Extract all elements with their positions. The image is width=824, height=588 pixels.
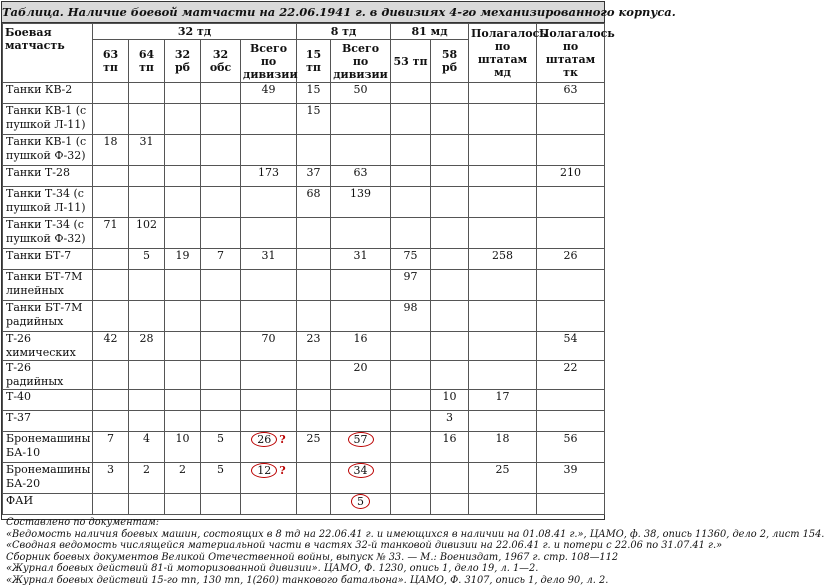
table-cell: 17 — [469, 390, 537, 411]
table-row — [3, 249, 605, 270]
table-cell — [241, 270, 297, 301]
table-cell: 15 — [297, 104, 331, 135]
table-cell — [297, 218, 331, 249]
table-cell — [201, 83, 241, 104]
table-cell — [241, 494, 297, 515]
sources-notes — [2, 515, 824, 588]
header-58rb: 58 рб — [431, 40, 469, 83]
note-4: «Журнал боевых действий 81-й моторизованной дивизии». ЦАМО, Ф. 1230, опись 1, дело 19, л. 1—2. — [6, 563, 539, 574]
note-3: Сборник боевых документов Великой Отечественной войны, выпуск № 33. — М.: Воениздат, 1967 г. стр. 108—112 — [6, 551, 619, 563]
table-cell — [201, 361, 241, 390]
table-cell: 16 — [331, 332, 391, 361]
header-total-32td: Всего по дивизии — [241, 40, 297, 83]
table-cell: 18 — [93, 135, 129, 166]
notes-lead: Составлено по документам: — [6, 517, 160, 528]
header-32obs: 32 обс — [201, 40, 241, 83]
table-cell — [469, 361, 537, 390]
row-label: Танки БТ-7М радийных — [3, 301, 93, 332]
table-cell: 39 — [537, 463, 605, 494]
table-row — [3, 166, 605, 187]
table-cell — [431, 270, 469, 301]
table-row — [3, 104, 605, 135]
table-cell: 37 — [297, 166, 331, 187]
table-cell — [241, 135, 297, 166]
table-cell — [201, 332, 241, 361]
table-cell — [391, 135, 431, 166]
table-cell — [431, 301, 469, 332]
table-cell: 7 — [93, 432, 129, 463]
table-cell — [93, 83, 129, 104]
table-cell: 23 — [297, 332, 331, 361]
table-cell — [391, 463, 431, 494]
row-label: Танки БТ-7 — [3, 249, 93, 270]
table-row — [3, 411, 605, 432]
table-cell — [93, 361, 129, 390]
table-cell — [391, 104, 431, 135]
table-cell — [129, 83, 165, 104]
header-group-8td: 8 тд — [297, 24, 391, 40]
table-cell — [165, 270, 201, 301]
table-cell — [331, 218, 391, 249]
table-cell — [241, 411, 297, 432]
table-cell: 7 — [201, 249, 241, 270]
table-cell — [201, 411, 241, 432]
row-label: Бронемашины БА-10 — [3, 432, 93, 463]
table-cell — [469, 104, 537, 135]
table-cell — [129, 104, 165, 135]
table-cell — [201, 135, 241, 166]
table-cell — [331, 270, 391, 301]
table-cell — [165, 411, 201, 432]
table-cell: 50 — [331, 83, 391, 104]
table-cell — [201, 218, 241, 249]
table-cell — [331, 463, 391, 494]
table-row — [3, 463, 605, 494]
table-title: Таблица. Наличие боевой матчасти на 22.06.1941 г. в дивизиях 4-го механизированного корпуса. — [2, 2, 604, 23]
table-cell — [537, 390, 605, 411]
table-cell: 49 — [241, 83, 297, 104]
table-cell — [129, 361, 165, 390]
table-cell — [331, 494, 391, 515]
table-cell — [469, 332, 537, 361]
table-cell: 31 — [331, 249, 391, 270]
table-cell — [537, 411, 605, 432]
header-group-32td: 32 тд — [93, 24, 297, 40]
table-cell: 18 — [469, 432, 537, 463]
table-cell — [201, 104, 241, 135]
header-type: Боевая матчасть — [3, 24, 93, 83]
circled-value: 34 — [348, 463, 374, 478]
row-label: Танки Т-28 — [3, 166, 93, 187]
table-cell — [431, 187, 469, 218]
table-cell: 5 — [129, 249, 165, 270]
table-row — [3, 301, 605, 332]
table-cell — [165, 218, 201, 249]
row-label: Т-26 радийных — [3, 361, 93, 390]
table-cell — [297, 135, 331, 166]
table-cell — [431, 494, 469, 515]
table-cell — [391, 187, 431, 218]
header-group-81md: 81 мд — [391, 24, 469, 40]
table-cell: 42 — [93, 332, 129, 361]
row-label: Танки КВ-1 (с пушкой Ф-32) — [3, 135, 93, 166]
table-cell: 10 — [165, 432, 201, 463]
table-body — [3, 83, 605, 515]
table-cell — [129, 166, 165, 187]
table-cell: 63 — [331, 166, 391, 187]
table-cell — [129, 411, 165, 432]
header-53tp: 53 тп — [391, 40, 431, 83]
table-cell: 5 — [201, 463, 241, 494]
table-cell — [165, 390, 201, 411]
table-cell: 3 — [431, 411, 469, 432]
table-cell — [129, 270, 165, 301]
table-cell: 258 — [469, 249, 537, 270]
row-label: Т-37 — [3, 411, 93, 432]
table-cell: 68 — [297, 187, 331, 218]
table-cell — [297, 361, 331, 390]
table-cell — [241, 361, 297, 390]
table-cell — [93, 166, 129, 187]
table-cell — [431, 135, 469, 166]
table-cell — [165, 332, 201, 361]
table-cell — [297, 390, 331, 411]
table-cell — [165, 494, 201, 515]
table-cell — [469, 494, 537, 515]
table-cell: 70 — [241, 332, 297, 361]
circled-value: 12 — [251, 463, 277, 478]
table-cell — [165, 361, 201, 390]
table-cell: 5 — [201, 432, 241, 463]
table-cell: 28 — [129, 332, 165, 361]
circled-value: 5 — [351, 494, 370, 509]
table-cell: 20 — [331, 361, 391, 390]
table-cell: 25 — [297, 432, 331, 463]
table-cell — [93, 187, 129, 218]
header-pol-tk: Полагалось по штатам тк — [537, 24, 605, 83]
table-cell — [241, 104, 297, 135]
table-cell — [165, 301, 201, 332]
row-label: Танки Т-34 (с пушкой Л-11) — [3, 187, 93, 218]
table-row — [3, 390, 605, 411]
table-cell: 15 — [297, 83, 331, 104]
table-cell — [469, 270, 537, 301]
table-cell: 2 — [165, 463, 201, 494]
table-cell: 25 — [469, 463, 537, 494]
table-cell: 71 — [93, 218, 129, 249]
table-cell: 98 — [391, 301, 431, 332]
table-row — [3, 83, 605, 104]
table-cell — [537, 494, 605, 515]
table-cell — [537, 301, 605, 332]
table-row — [3, 432, 605, 463]
table-cell — [537, 104, 605, 135]
table-cell — [297, 249, 331, 270]
table-row — [3, 187, 605, 218]
header-15tp: 15 тп — [297, 40, 331, 83]
table-cell — [297, 494, 331, 515]
row-label: Т-26 химических — [3, 332, 93, 361]
table-cell — [129, 494, 165, 515]
circled-value: 57 — [348, 432, 374, 447]
table-cell — [431, 166, 469, 187]
row-label: Танки КВ-1 (с пушкой Л-11) — [3, 104, 93, 135]
equipment-table — [2, 23, 615, 515]
table-cell: 26 — [537, 249, 605, 270]
table-cell: 31 — [129, 135, 165, 166]
table-cell — [165, 104, 201, 135]
table-cell — [165, 166, 201, 187]
table-row — [3, 494, 605, 515]
table-cell — [537, 135, 605, 166]
table-cell — [331, 390, 391, 411]
table-row — [3, 332, 605, 361]
table-cell — [93, 270, 129, 301]
table-cell: 173 — [241, 166, 297, 187]
circled-value: 26 — [251, 432, 277, 447]
table-cell: 102 — [129, 218, 165, 249]
table-cell — [431, 249, 469, 270]
table-cell — [201, 390, 241, 411]
table-cell — [469, 187, 537, 218]
table-cell — [391, 166, 431, 187]
table-cell — [469, 411, 537, 432]
table-cell — [537, 187, 605, 218]
note-1: «Ведомость наличия боевых машин, состоящих в 8 тд на 22.06.41 г. и имеющихся в наличии на 01.08.41 г.», ЦАМО, ф. 38, опись 11360, дело 2, лист 154. — [6, 528, 824, 540]
row-label: Бронемашины БА-20 — [3, 463, 93, 494]
table-cell — [331, 432, 391, 463]
row-label: ФАИ — [3, 494, 93, 515]
table-cell: 3 — [93, 463, 129, 494]
header-64tp: 64 тп — [129, 40, 165, 83]
document-page — [1, 1, 824, 586]
table-cell — [431, 361, 469, 390]
table-cell — [297, 301, 331, 332]
table-cell: 22 — [537, 361, 605, 390]
row-label: Танки БТ-7М линейных — [3, 270, 93, 301]
table-cell — [201, 166, 241, 187]
table-row — [3, 218, 605, 249]
table-cell — [391, 411, 431, 432]
table-cell — [331, 104, 391, 135]
table-cell — [469, 135, 537, 166]
row-label: Танки КВ-2 — [3, 83, 93, 104]
table-row — [3, 135, 605, 166]
table-cell — [469, 218, 537, 249]
table-cell: 4 — [129, 432, 165, 463]
header-row-top — [3, 24, 605, 40]
table-cell — [129, 187, 165, 218]
table-cell — [391, 494, 431, 515]
table-cell: 139 — [331, 187, 391, 218]
table-cell: 56 — [537, 432, 605, 463]
table-cell — [93, 249, 129, 270]
table-cell — [537, 270, 605, 301]
question-mark: ? — [279, 433, 286, 446]
table-cell — [331, 135, 391, 166]
table-cell — [391, 390, 431, 411]
table-cell — [129, 390, 165, 411]
table-cell — [241, 301, 297, 332]
table-cell — [469, 83, 537, 104]
header-63tp: 63 тп — [93, 40, 129, 83]
table-cell — [431, 332, 469, 361]
table-cell — [165, 187, 201, 218]
table-cell: 16 — [431, 432, 469, 463]
table-cell — [431, 463, 469, 494]
header-total-8td: Всего по дивизии — [331, 40, 391, 83]
note-5: «Журнал боевых действий 15-го тп, 130 тп, 1(260) танкового батальона». ЦАМО, Ф. 3107, опись 1, дело 90, л. 2. — [6, 574, 609, 586]
table-cell — [297, 270, 331, 301]
table-cell — [241, 218, 297, 249]
table-cell — [129, 301, 165, 332]
table-cell — [391, 432, 431, 463]
table-cell — [201, 301, 241, 332]
table-cell: 19 — [165, 249, 201, 270]
row-label: Танки Т-34 (с пушкой Ф-32) — [3, 218, 93, 249]
table-cell — [297, 411, 331, 432]
table-cell — [93, 494, 129, 515]
table-cell: 31 — [241, 249, 297, 270]
table-cell — [93, 301, 129, 332]
table-cell — [201, 187, 241, 218]
note-2: «Сводная ведомость числящейся материальной части в частях 32-й танковой дивизии на 22.06.41 г. и потери с 22.06 по 31.07.41 г.» — [6, 540, 723, 551]
header-32rb: 32 рб — [165, 40, 201, 83]
table-cell: 63 — [537, 83, 605, 104]
table-cell — [331, 411, 391, 432]
table-cell — [391, 361, 431, 390]
table-row — [3, 361, 605, 390]
table-cell — [241, 390, 297, 411]
table-cell: 54 — [537, 332, 605, 361]
table-cell — [165, 83, 201, 104]
table-cell — [431, 83, 469, 104]
table-cell — [93, 411, 129, 432]
table-cell: 210 — [537, 166, 605, 187]
table-cell — [297, 463, 331, 494]
table-row — [3, 270, 605, 301]
table-cell: 2 — [129, 463, 165, 494]
table-cell — [469, 166, 537, 187]
table-cell — [391, 83, 431, 104]
table-cell — [469, 301, 537, 332]
table-cell — [431, 104, 469, 135]
table-cell — [201, 494, 241, 515]
table-cell — [241, 432, 297, 463]
table-cell — [431, 218, 469, 249]
table-cell — [537, 218, 605, 249]
table-cell: 75 — [391, 249, 431, 270]
table-cell — [391, 332, 431, 361]
table-cell — [331, 301, 391, 332]
table-cell: 97 — [391, 270, 431, 301]
header-pol-md: Полагалось по штатам мд — [469, 24, 537, 83]
table-cell — [93, 104, 129, 135]
table-cell — [241, 463, 297, 494]
question-mark: ? — [279, 464, 286, 477]
table-cell: 10 — [431, 390, 469, 411]
table-cell — [165, 135, 201, 166]
row-label: Т-40 — [3, 390, 93, 411]
table-cell — [391, 218, 431, 249]
table-cell — [201, 270, 241, 301]
table-cell — [93, 390, 129, 411]
table-cell — [241, 187, 297, 218]
